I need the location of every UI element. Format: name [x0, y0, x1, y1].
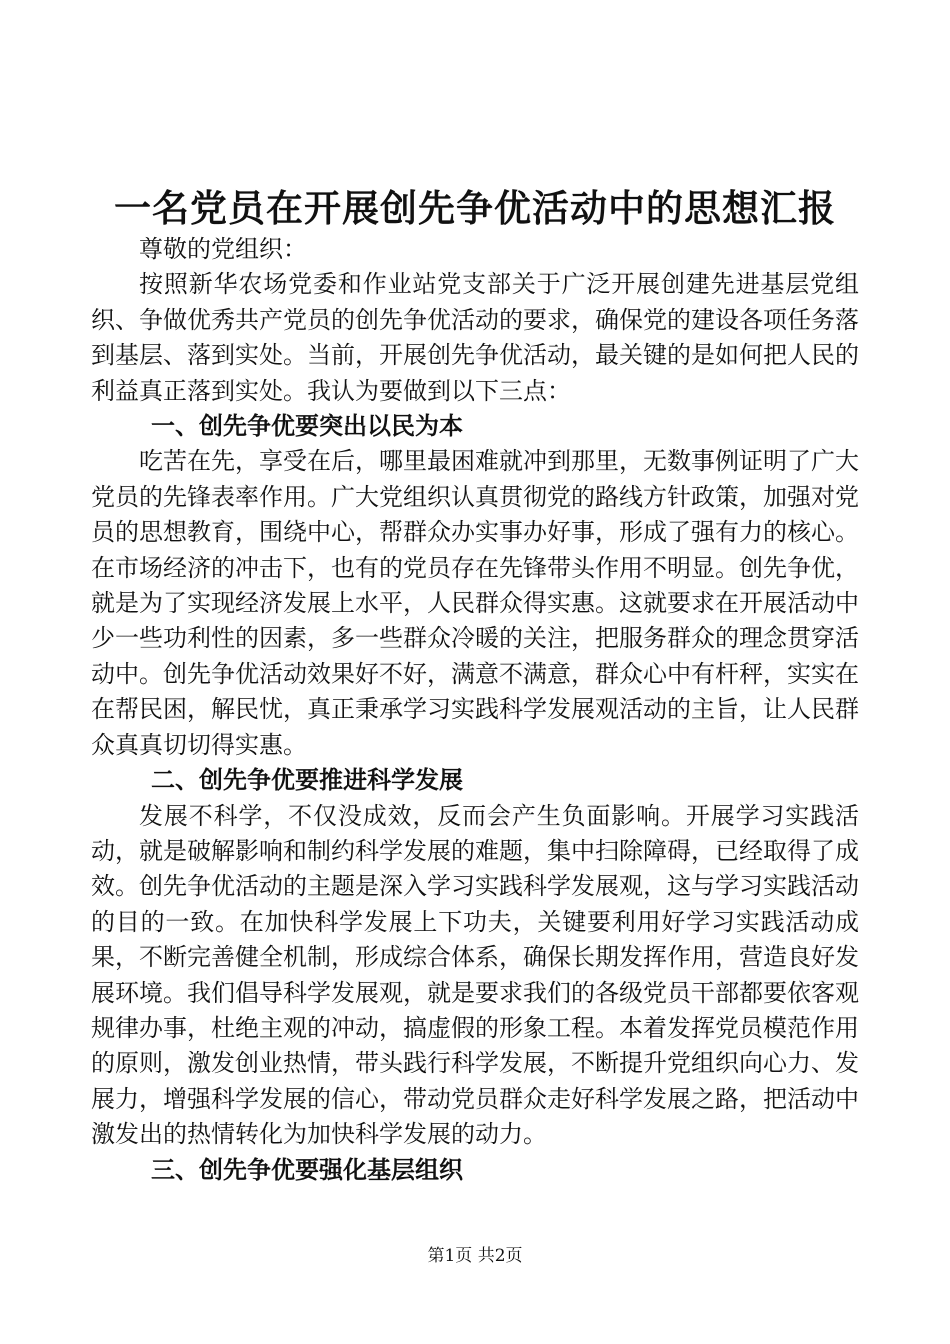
section-heading-3: 三、创先争优要强化基层组织: [151, 1155, 463, 1184]
section-paragraph-2: 发展不科学，不仅没成效，反而会产生负面影响。开展学习实践活动，就是破解影响和制约科学发展的难题，集中扫除障碍，已经取得了成效。创先争优活动的主题是深入学习实践科学发展观，这与学习实践活动的目的一致。在加快科学发展上下功夫，关键要利用好学习实践活动成果，不断完善健全机制，形成综合体系，确保长期发挥作用，营造良好发展环境。我们倡导科学发展观，就是要求我们的各级党员干部都要依客观规律办事，杜绝主观的冲动，搞虚假的形象工程。本着发挥党员模范作用的原则，激发创业热情，带头践行科学发展，不断提升党组织向心力、发展力，增强科学发展的信心，带动党员群众走好科学发展之路，把活动中激发出的热情转化为加快科学发展的动力。: [91, 801, 859, 1149]
page-number: 第1页 共2页: [427, 1246, 523, 1266]
section-paragraph-1: 吃苦在先，享受在后，哪里最困难就冲到那里，无数事例证明了广大党员的先锋表率作用。广大党组织认真贯彻党的路线方针政策，加强对党员的思想教育，围绕中心，帮群众办实事办好事，形成了强有力的核心。在市场经济的冲击下，也有的党员存在先锋带头作用不明显。创先争优，就是为了实现经济发展上水平，人民群众得实惠。这就要求在开展活动中少一些功利性的因素，多一些群众冷暖的关注，把服务群众的理念贯穿活动中。创先争优活动效果好不好，满意不满意，群众心中有杆秤，实实在在帮民困，解民忧，真正秉承学习实践科学发展观活动的主旨，让人民群众真真切切得实惠。: [91, 447, 859, 759]
intro-paragraph: 按照新华农场党委和作业站党支部关于广泛开展创建先进基层党组织、争做优秀共产党员的创先争优活动的要求，确保党的建设各项任务落到基层、落到实处。当前，开展创先争优活动，最关键的是如何把人民的利益真正落到实处。我认为要做到以下三点：: [91, 270, 859, 405]
salutation: 尊敬的党组织：: [139, 235, 307, 263]
section-heading-1: 一、创先争优要突出以民为本: [151, 412, 463, 441]
document-body: [91, 232, 859, 1188]
document-title: 一名党员在开展创先争优活动中的思想汇报: [114, 187, 836, 230]
section-heading-2: 二、创先争优要推进科学发展: [151, 766, 463, 795]
